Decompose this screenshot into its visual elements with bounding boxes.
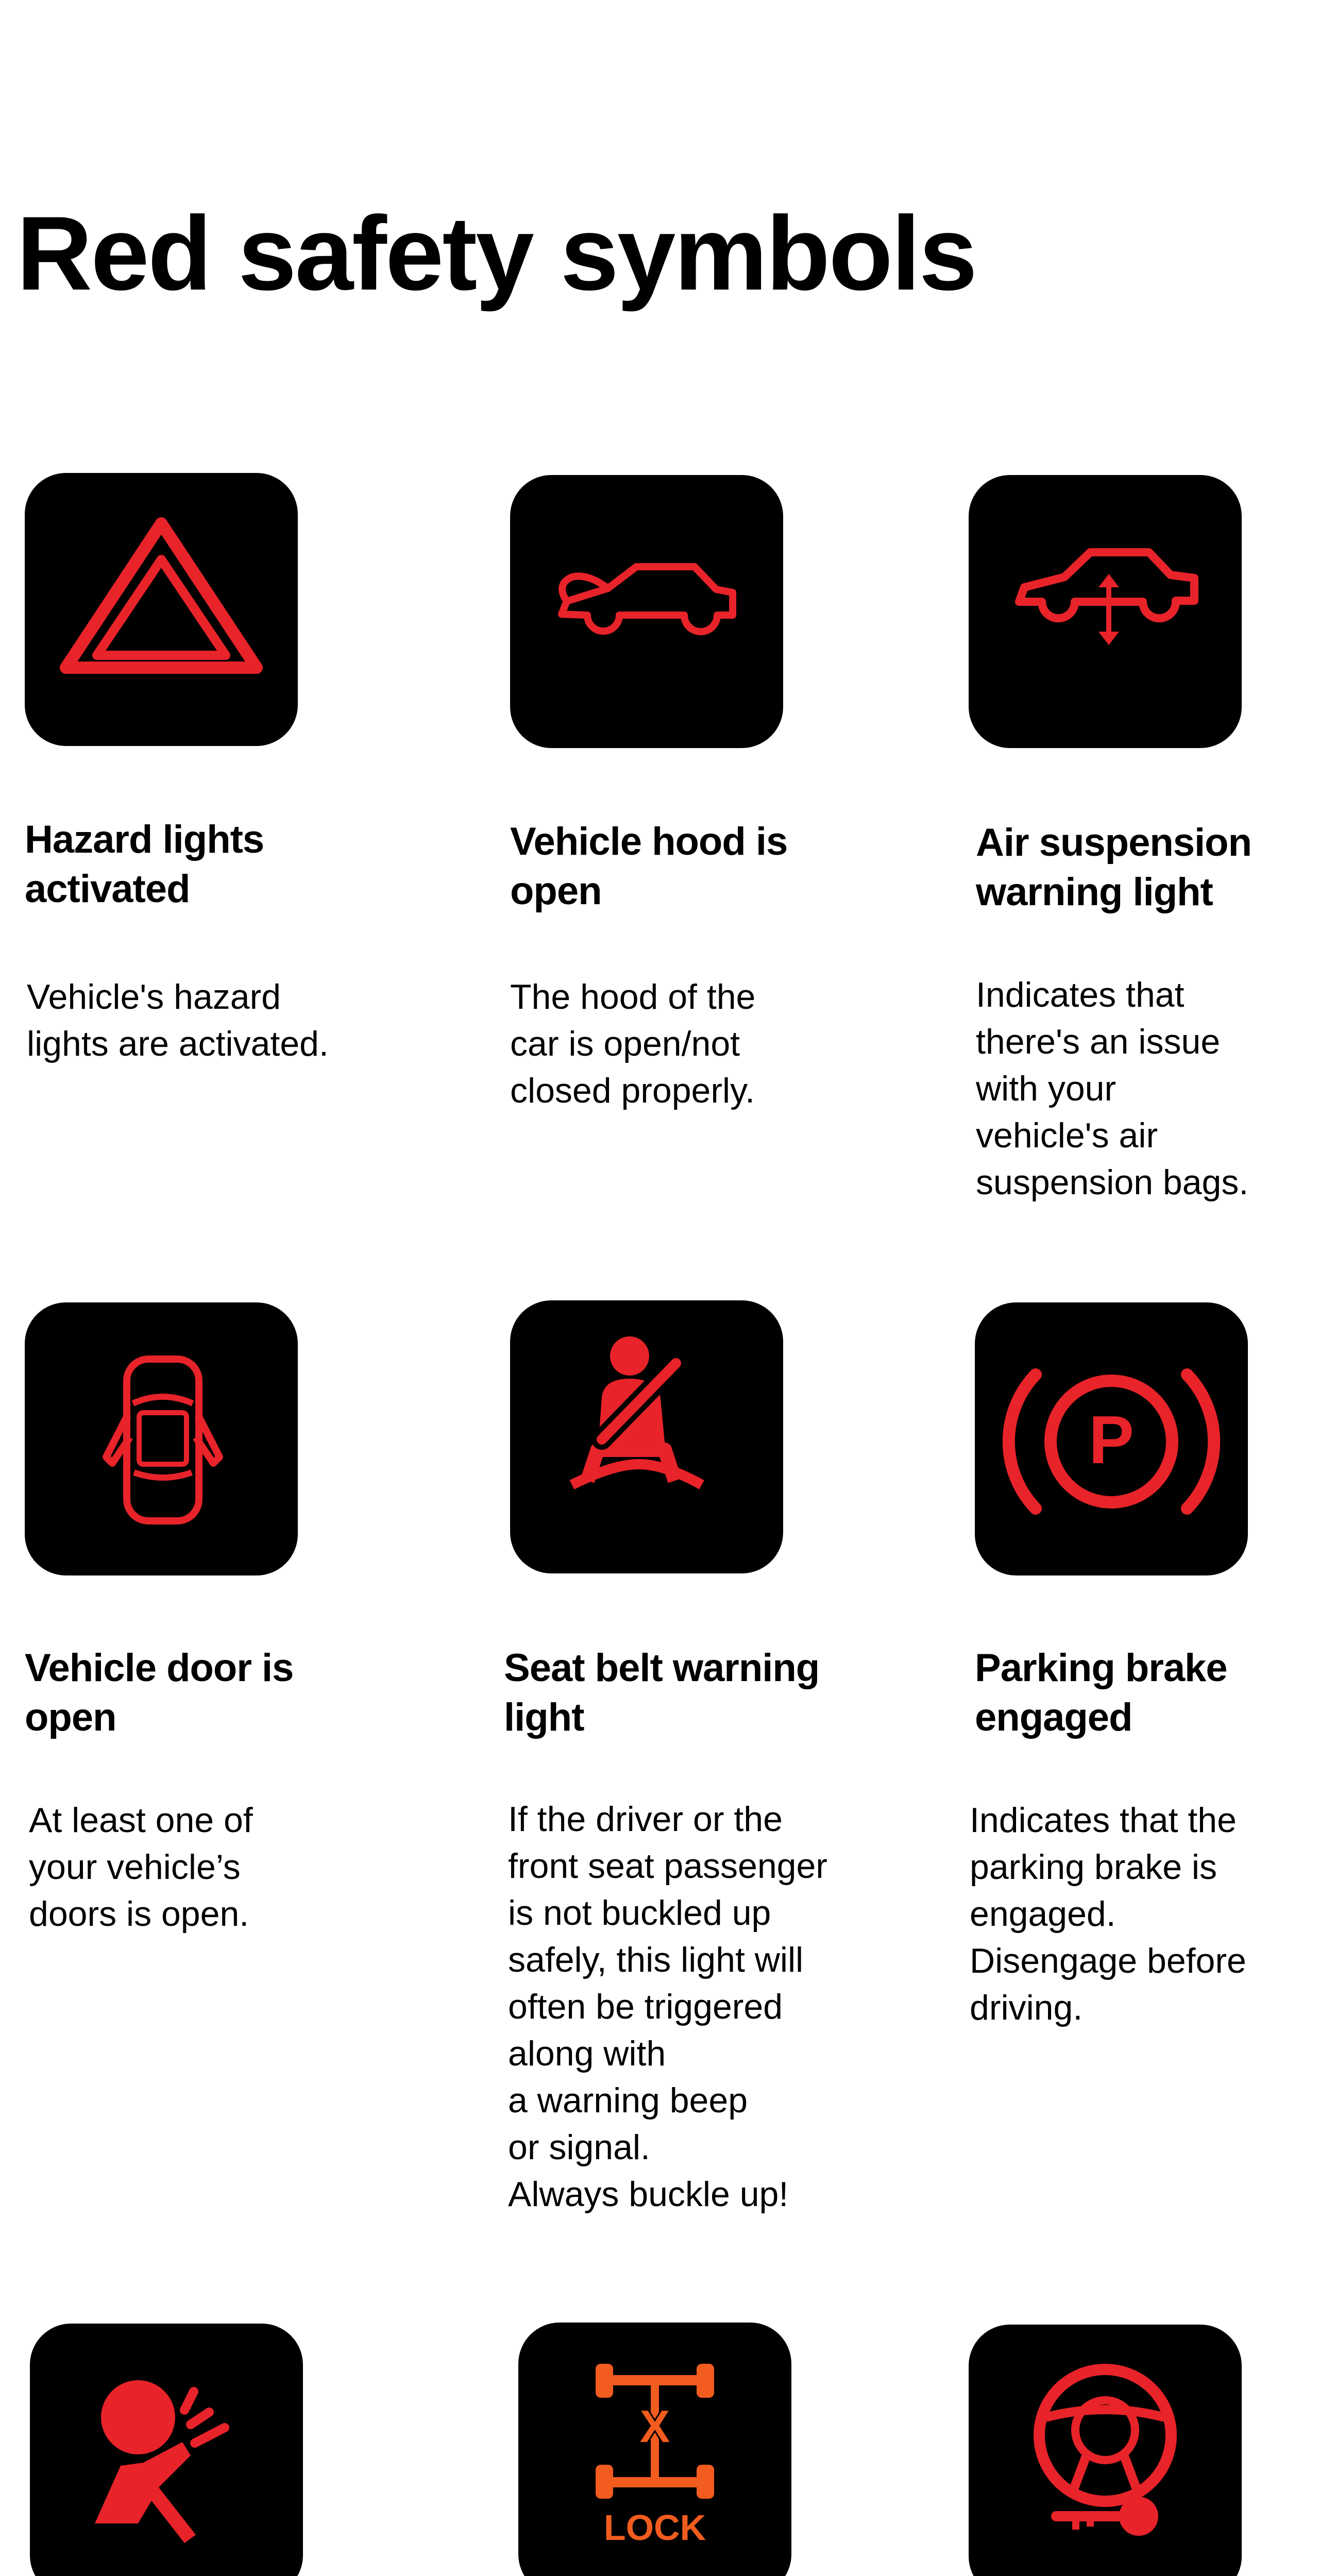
air-suspension-icon-tile <box>969 475 1242 748</box>
svg-text:P: P <box>1088 1402 1135 1478</box>
card-description: Vehicle's hazard lights are activated. <box>27 977 329 1063</box>
car-door-open-icon <box>25 1302 298 1575</box>
four-wheel-drive-mark: X <box>639 2401 670 2452</box>
card-description: Indicates that the parking brake is engaged. Disengage before driving. <box>970 1801 1246 2027</box>
door-icon-tile <box>25 1302 298 1575</box>
air-suspension-icon <box>969 475 1242 748</box>
four-wheel-drive-lock-icon <box>518 2323 791 2576</box>
card-title: Seat belt warning light <box>504 1646 820 1739</box>
parking-brake-icon <box>975 1302 1248 1575</box>
card-title: Vehicle hood is open <box>510 820 788 913</box>
airbag-icon <box>30 2324 303 2576</box>
page-title: Red safety symbols <box>16 195 976 312</box>
parking-brake-icon-tile <box>975 1302 1248 1575</box>
steering-wheel-lock-icon <box>969 2325 1242 2576</box>
seat-belt-icon-tile <box>510 1300 783 1573</box>
lock-label: LOCK <box>603 2507 706 2548</box>
card-title: Vehicle door is open <box>25 1646 294 1739</box>
card-description: The hood of the car is open/not closed properly. <box>510 977 756 1110</box>
airbag-icon-tile <box>30 2324 303 2576</box>
hood-icon-tile <box>510 475 783 748</box>
hazard-icon-tile <box>25 473 298 746</box>
hazard-triangle-icon <box>25 473 298 746</box>
card-description: At least one of your vehicle’s doors is open. <box>29 1801 253 1934</box>
card-description: If the driver or the front seat passenger is not buckled up safely, this light will often be triggered along with a warning beep or signal. Always buckle up! <box>508 1800 827 2214</box>
seat-belt-icon <box>510 1300 783 1573</box>
card-description: Indicates that there's an issue with your vehicle's air suspension bags. <box>976 975 1249 1202</box>
car-hood-open-icon <box>510 475 783 748</box>
steering-lock-icon-tile <box>969 2325 1242 2576</box>
four-wheel-drive-icon-tile <box>518 2323 791 2576</box>
card-title: Air suspension warning light <box>976 821 1252 914</box>
card-title: Hazard lights activated <box>25 818 264 911</box>
card-title: Parking brake engaged <box>975 1646 1227 1739</box>
